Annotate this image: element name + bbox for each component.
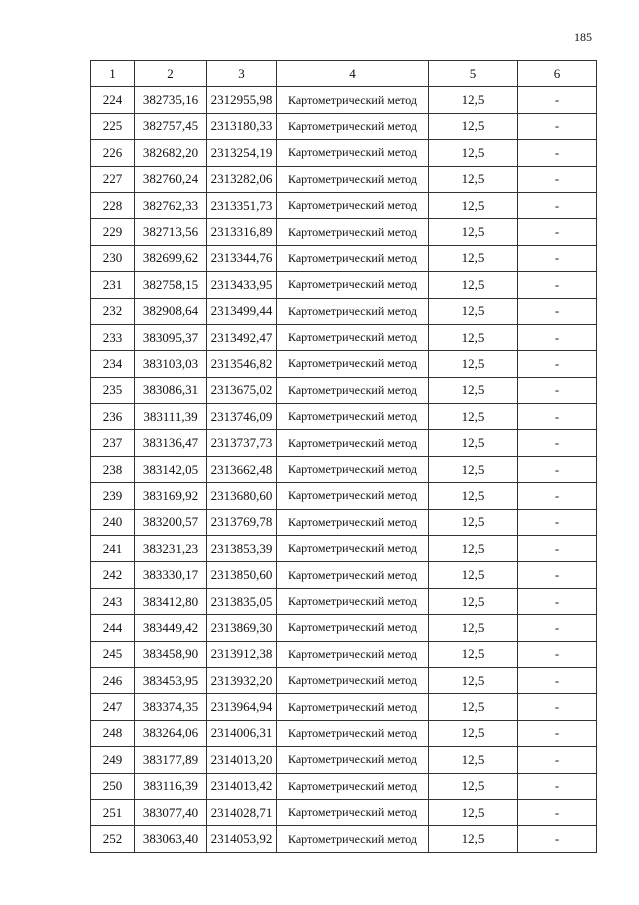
point-number-cell: 234 [91,351,135,377]
point-number-cell: 225 [91,113,135,139]
y-coordinate-cell: 2313850,60 [207,562,277,588]
table-row [91,483,597,509]
x-coordinate-cell: 383095,37 [135,324,207,350]
table-row [91,826,597,852]
y-coordinate-cell: 2313180,33 [207,113,277,139]
y-coordinate-cell: 2313344,76 [207,245,277,271]
point-number-cell: 252 [91,826,135,852]
x-coordinate-cell: 382758,15 [135,272,207,298]
x-coordinate-cell: 382760,24 [135,166,207,192]
method-cell: Картометрический метод [277,404,429,430]
accuracy-cell: 12,5 [429,509,518,535]
table-row [91,298,597,324]
accuracy-cell: 12,5 [429,747,518,773]
table-row [91,166,597,192]
point-number-cell: 237 [91,430,135,456]
x-coordinate-cell: 383177,89 [135,747,207,773]
y-coordinate-cell: 2314006,31 [207,720,277,746]
point-number-cell: 242 [91,562,135,588]
accuracy-cell: 12,5 [429,245,518,271]
x-coordinate-cell: 383458,90 [135,641,207,667]
table-row [91,245,597,271]
table-row [91,773,597,799]
x-coordinate-cell: 383142,05 [135,456,207,482]
y-coordinate-cell: 2313853,39 [207,536,277,562]
column-header: 1 [91,61,135,87]
description-cell: - [518,667,597,693]
x-coordinate-cell: 383111,39 [135,404,207,430]
accuracy-cell: 12,5 [429,192,518,218]
y-coordinate-cell: 2313316,89 [207,219,277,245]
description-cell: - [518,615,597,641]
description-cell: - [518,799,597,825]
point-number-cell: 241 [91,536,135,562]
description-cell: - [518,773,597,799]
y-coordinate-cell: 2314028,71 [207,799,277,825]
description-cell: - [518,694,597,720]
table-row [91,219,597,245]
method-cell: Картометрический метод [277,430,429,456]
point-number-cell: 230 [91,245,135,271]
method-cell: Картометрический метод [277,219,429,245]
description-cell: - [518,113,597,139]
y-coordinate-cell: 2313675,02 [207,377,277,403]
point-number-cell: 228 [91,192,135,218]
point-number-cell: 246 [91,667,135,693]
description-cell: - [518,509,597,535]
x-coordinate-cell: 382699,62 [135,245,207,271]
x-coordinate-cell: 383103,03 [135,351,207,377]
x-coordinate-cell: 382908,64 [135,298,207,324]
accuracy-cell: 12,5 [429,377,518,403]
method-cell: Картометрический метод [277,773,429,799]
y-coordinate-cell: 2313932,20 [207,667,277,693]
method-cell: Картометрический метод [277,826,429,852]
point-number-cell: 226 [91,140,135,166]
x-coordinate-cell: 383330,17 [135,562,207,588]
point-number-cell: 238 [91,456,135,482]
y-coordinate-cell: 2313746,09 [207,404,277,430]
description-cell: - [518,87,597,113]
table-row [91,615,597,641]
description-cell: - [518,324,597,350]
method-cell: Картометрический метод [277,588,429,614]
point-number-cell: 243 [91,588,135,614]
table-row [91,536,597,562]
method-cell: Картометрический метод [277,140,429,166]
point-number-cell: 244 [91,615,135,641]
method-cell: Картометрический метод [277,113,429,139]
y-coordinate-cell: 2313680,60 [207,483,277,509]
accuracy-cell: 12,5 [429,324,518,350]
accuracy-cell: 12,5 [429,667,518,693]
point-number-cell: 233 [91,324,135,350]
table-row [91,272,597,298]
y-coordinate-cell: 2313433,95 [207,272,277,298]
point-number-cell: 224 [91,87,135,113]
x-coordinate-cell: 383077,40 [135,799,207,825]
accuracy-cell: 12,5 [429,483,518,509]
table-row [91,747,597,773]
point-number-cell: 229 [91,219,135,245]
description-cell: - [518,536,597,562]
table-row [91,430,597,456]
table-row [91,562,597,588]
table-row [91,377,597,403]
accuracy-cell: 12,5 [429,826,518,852]
table-row [91,192,597,218]
method-cell: Картометрический метод [277,245,429,271]
description-cell: - [518,298,597,324]
accuracy-cell: 12,5 [429,720,518,746]
y-coordinate-cell: 2312955,98 [207,87,277,113]
method-cell: Картометрический метод [277,456,429,482]
accuracy-cell: 12,5 [429,588,518,614]
accuracy-cell: 12,5 [429,140,518,166]
table-body [91,87,597,852]
point-number-cell: 249 [91,747,135,773]
point-number-cell: 236 [91,404,135,430]
point-number-cell: 251 [91,799,135,825]
description-cell: - [518,747,597,773]
accuracy-cell: 12,5 [429,113,518,139]
accuracy-cell: 12,5 [429,562,518,588]
y-coordinate-cell: 2314053,92 [207,826,277,852]
method-cell: Картометрический метод [277,324,429,350]
method-cell: Картометрический метод [277,641,429,667]
description-cell: - [518,456,597,482]
method-cell: Картометрический метод [277,536,429,562]
y-coordinate-cell: 2313499,44 [207,298,277,324]
y-coordinate-cell: 2313912,38 [207,641,277,667]
description-cell: - [518,404,597,430]
description-cell: - [518,140,597,166]
table-row [91,140,597,166]
x-coordinate-cell: 383453,95 [135,667,207,693]
description-cell: - [518,166,597,192]
method-cell: Картометрический метод [277,351,429,377]
y-coordinate-cell: 2313769,78 [207,509,277,535]
x-coordinate-cell: 382682,20 [135,140,207,166]
method-cell: Картометрический метод [277,615,429,641]
x-coordinate-cell: 383169,92 [135,483,207,509]
x-coordinate-cell: 382713,56 [135,219,207,245]
y-coordinate-cell: 2313869,30 [207,615,277,641]
column-header: 5 [429,61,518,87]
method-cell: Картометрический метод [277,87,429,113]
y-coordinate-cell: 2314013,42 [207,773,277,799]
x-coordinate-cell: 383374,35 [135,694,207,720]
table-row [91,113,597,139]
method-cell: Картометрический метод [277,747,429,773]
accuracy-cell: 12,5 [429,430,518,456]
table-header-row [91,61,597,87]
y-coordinate-cell: 2313835,05 [207,588,277,614]
description-cell: - [518,377,597,403]
y-coordinate-cell: 2313254,19 [207,140,277,166]
accuracy-cell: 12,5 [429,272,518,298]
x-coordinate-cell: 383231,23 [135,536,207,562]
accuracy-cell: 12,5 [429,166,518,192]
description-cell: - [518,192,597,218]
method-cell: Картометрический метод [277,667,429,693]
method-cell: Картометрический метод [277,272,429,298]
table-row [91,324,597,350]
method-cell: Картометрический метод [277,509,429,535]
column-header: 2 [135,61,207,87]
method-cell: Картометрический метод [277,694,429,720]
point-number-cell: 231 [91,272,135,298]
table-row [91,87,597,113]
method-cell: Картометрический метод [277,298,429,324]
description-cell: - [518,351,597,377]
method-cell: Картометрический метод [277,483,429,509]
y-coordinate-cell: 2313964,94 [207,694,277,720]
method-cell: Картометрический метод [277,166,429,192]
table-row [91,588,597,614]
x-coordinate-cell: 383086,31 [135,377,207,403]
x-coordinate-cell: 382735,16 [135,87,207,113]
point-number-cell: 247 [91,694,135,720]
y-coordinate-cell: 2313351,73 [207,192,277,218]
accuracy-cell: 12,5 [429,694,518,720]
x-coordinate-cell: 382762,33 [135,192,207,218]
point-number-cell: 227 [91,166,135,192]
accuracy-cell: 12,5 [429,641,518,667]
table-row [91,404,597,430]
page-number: 185 [574,30,592,44]
description-cell: - [518,219,597,245]
description-cell: - [518,245,597,271]
point-number-cell: 235 [91,377,135,403]
x-coordinate-cell: 383264,06 [135,720,207,746]
point-number-cell: 245 [91,641,135,667]
table-row [91,720,597,746]
point-number-cell: 239 [91,483,135,509]
method-cell: Картометрический метод [277,192,429,218]
table-row [91,694,597,720]
description-cell: - [518,562,597,588]
accuracy-cell: 12,5 [429,773,518,799]
column-header: 4 [277,61,429,87]
description-cell: - [518,588,597,614]
x-coordinate-cell: 382757,45 [135,113,207,139]
description-cell: - [518,826,597,852]
x-coordinate-cell: 383200,57 [135,509,207,535]
y-coordinate-cell: 2313737,73 [207,430,277,456]
description-cell: - [518,641,597,667]
x-coordinate-cell: 383449,42 [135,615,207,641]
x-coordinate-cell: 383412,80 [135,588,207,614]
accuracy-cell: 12,5 [429,615,518,641]
column-header: 3 [207,61,277,87]
y-coordinate-cell: 2313282,06 [207,166,277,192]
point-number-cell: 250 [91,773,135,799]
x-coordinate-cell: 383063,40 [135,826,207,852]
table-row [91,799,597,825]
method-cell: Картометрический метод [277,720,429,746]
y-coordinate-cell: 2313492,47 [207,324,277,350]
method-cell: Картометрический метод [277,799,429,825]
description-cell: - [518,272,597,298]
accuracy-cell: 12,5 [429,536,518,562]
point-number-cell: 232 [91,298,135,324]
point-number-cell: 240 [91,509,135,535]
point-number-cell: 248 [91,720,135,746]
table-row [91,667,597,693]
y-coordinate-cell: 2314013,20 [207,747,277,773]
method-cell: Картометрический метод [277,562,429,588]
description-cell: - [518,720,597,746]
x-coordinate-cell: 383116,39 [135,773,207,799]
accuracy-cell: 12,5 [429,298,518,324]
description-cell: - [518,430,597,456]
method-cell: Картометрический метод [277,377,429,403]
accuracy-cell: 12,5 [429,351,518,377]
table-row [91,456,597,482]
table-row [91,509,597,535]
coordinates-table [90,60,597,853]
table-row [91,641,597,667]
accuracy-cell: 12,5 [429,799,518,825]
accuracy-cell: 12,5 [429,87,518,113]
column-header: 6 [518,61,597,87]
x-coordinate-cell: 383136,47 [135,430,207,456]
accuracy-cell: 12,5 [429,404,518,430]
description-cell: - [518,483,597,509]
accuracy-cell: 12,5 [429,456,518,482]
y-coordinate-cell: 2313546,82 [207,351,277,377]
y-coordinate-cell: 2313662,48 [207,456,277,482]
table-row [91,351,597,377]
accuracy-cell: 12,5 [429,219,518,245]
